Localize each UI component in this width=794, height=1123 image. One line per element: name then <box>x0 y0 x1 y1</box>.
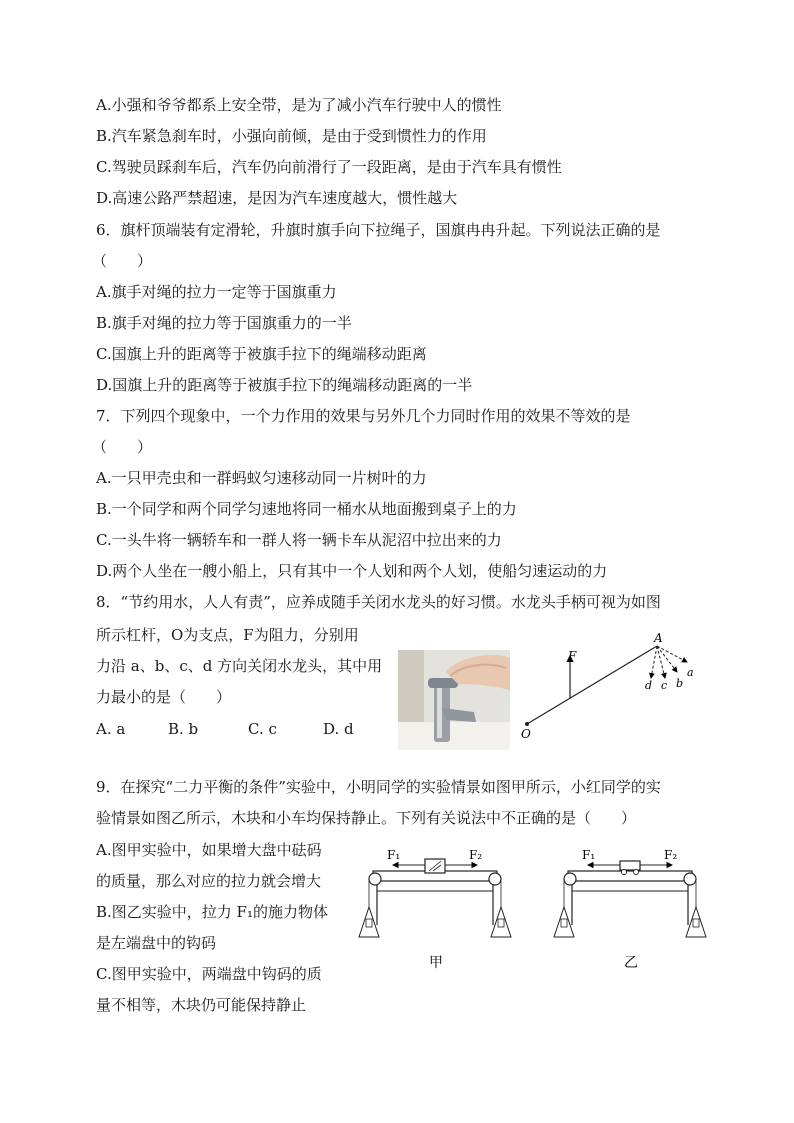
q6-stem: 6．旗杆顶端装有定滑轮，升旗时旗手向下拉绳子，国旗冉冉升起。下列说法正确的是 <box>96 221 661 239</box>
q9-stem-line-2: 验情景如图乙所示，木块和小车均保持静止。下列有关说法中不正确的是（ ） <box>96 809 637 827</box>
q6-option-c: C.国旗上升的距离等于被旗手拉下的绳端移动距离 <box>96 345 427 363</box>
fulcrum-point <box>525 722 529 726</box>
q8-option-b: B. b <box>168 720 199 738</box>
q5-option-a: A.小强和爷爷都系上安全带，是为了减小汽车行驶中人的惯性 <box>96 96 502 114</box>
direction-b-label: b <box>676 677 684 690</box>
q9-option-b-line-2: 是左端盘中的钩码 <box>96 934 217 952</box>
q6-option-b: B.旗手对绳的拉力等于国旗重力的一半 <box>96 314 352 332</box>
direction-c-label: c <box>661 679 668 692</box>
fulcrum-o-label: O <box>521 727 531 741</box>
direction-d-arrow <box>651 646 657 678</box>
point-a-label: A <box>654 631 663 645</box>
force-f-label: F <box>568 649 577 663</box>
q8-stem-line-4: 力最小的是（ ） <box>96 688 232 706</box>
q7-option-c: C.一头牛将一辆轿车和一群人将一辆卡车从泥沼中拉出来的力 <box>96 531 502 549</box>
force-f2-label: F₂ <box>469 848 483 862</box>
q8-stem-line-3: 力沿 a、b、c、d 方向关闭水龙头，其中用 <box>96 657 383 675</box>
q8-stem-line-1: 8．“节约用水，人人有责”，应养成随手关闭水龙头的好习惯。水龙头手柄可视为如图 <box>96 593 661 611</box>
direction-a-label: a <box>687 666 694 679</box>
q6-option-d: D.国旗上升的距离等于被旗手拉下的绳端移动距离的一半 <box>96 376 473 394</box>
q7-option-d: D.两个人坐在一艘小船上，只有其中一个人划和两个人划，使船匀速运动的力 <box>96 562 608 580</box>
q5-option-c: C.驾驶员踩刹车后，汽车仍向前滑行了一段距离，是由于汽车具有惯性 <box>96 158 562 176</box>
q7-option-a: A.一只甲壳虫和一群蚂蚁匀速移动同一片树叶的力 <box>96 469 427 487</box>
direction-a-arrow <box>657 646 687 662</box>
figure-yi-caption: 乙 <box>624 955 638 971</box>
q8-stem-line-2: 所示杠杆，O为支点，F为阻力，分别用 <box>96 626 359 644</box>
lever-diagram <box>515 628 710 746</box>
q9-option-a-line-2: 的质量，那么对应的拉力就会增大 <box>96 872 322 890</box>
q6-option-a: A.旗手对绳的拉力一定等于国旗重力 <box>96 283 337 301</box>
direction-b-arrow <box>657 646 677 672</box>
figure-jia-block-apparatus <box>355 845 515 975</box>
q8-option-c: C. c <box>248 720 277 738</box>
force-f1-label: F₁ <box>387 848 401 862</box>
q9-option-b-line-1: B.图乙实验中，拉力 F₁的施力物体 <box>96 903 328 921</box>
q8-option-d: D. d <box>323 720 354 738</box>
lever-arm <box>527 646 657 724</box>
q9-option-a-line-1: A.图甲实验中，如果增大盘中砝码 <box>96 841 322 859</box>
faucet-photo <box>398 650 510 750</box>
direction-d-label: d <box>645 679 653 692</box>
figure-yi-cart-apparatus <box>550 845 710 975</box>
q6-answer-paren: （ ） <box>92 252 153 270</box>
q9-stem-line-1: 9．在探究“二力平衡的条件”实验中，小明同学的实验情景如图甲所示，小红同学的实 <box>96 778 661 796</box>
small-cart <box>620 861 640 870</box>
q5-option-d: D.高速公路严禁超速，是因为汽车速度越大，惯性越大 <box>96 189 458 207</box>
q9-option-c-line-2: 量不相等，木块仍可能保持静止 <box>96 996 307 1014</box>
q9-option-c-line-1: C.图甲实验中，两端盘中钩码的质 <box>96 965 322 983</box>
force-f2-label: F₂ <box>664 848 678 862</box>
q7-option-b: B.一个同学和两个同学匀速地将同一桶水从地面搬到桌子上的力 <box>96 500 517 518</box>
q8-option-a: A. a <box>96 720 126 738</box>
figure-jia-caption: 甲 <box>429 955 443 971</box>
q7-stem: 7．下列四个现象中，一个力作用的效果与另外几个力同时作用的效果不等效的是 <box>96 407 631 425</box>
force-f1-label: F₁ <box>582 848 596 862</box>
q5-option-b: B.汽车紧急刹车时，小强向前倾，是由于受到惯性力的作用 <box>96 127 487 145</box>
q7-answer-paren: （ ） <box>92 438 153 456</box>
